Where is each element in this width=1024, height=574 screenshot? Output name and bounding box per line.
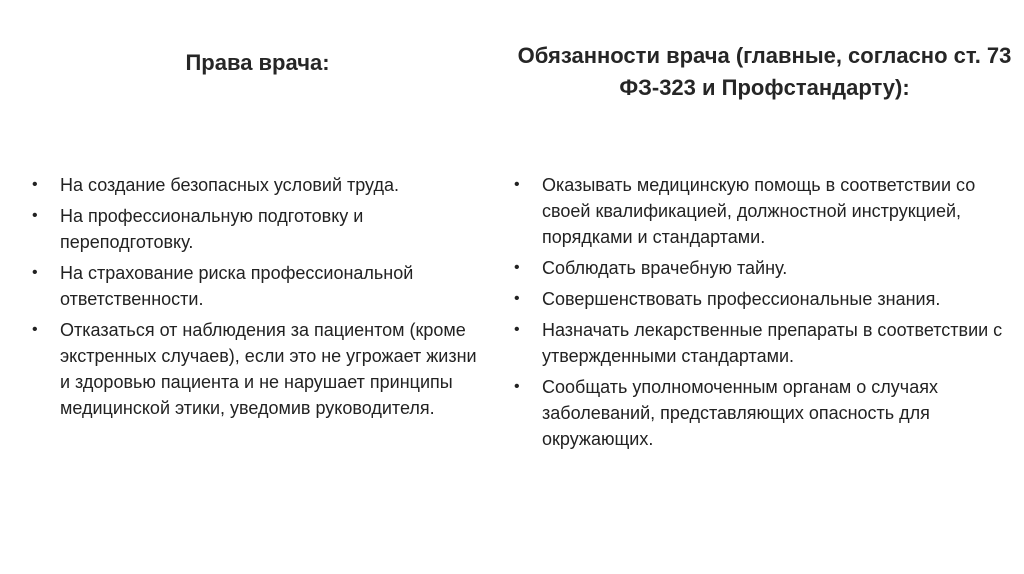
bullet-icon: • bbox=[514, 259, 520, 276]
duties-item bbox=[512, 286, 1017, 312]
rights-item-text: Отказаться от наблюдения за пациентом (кроме экстренных случаев), если это не угрожает жизни и здоровью пациента и не нарушает принципы медицинской этики, уведомив руководителя. bbox=[60, 320, 477, 418]
bullet-icon: • bbox=[32, 264, 38, 281]
duties-item-text: Совершенствовать профессиональные знания. bbox=[542, 289, 941, 309]
rights-item bbox=[30, 260, 485, 312]
rights-item-text: На профессиональную подготовку и переподготовку. bbox=[60, 206, 364, 252]
rights-item bbox=[30, 203, 485, 255]
bullet-icon: • bbox=[514, 290, 520, 307]
duties-heading: Обязанности врача (главные, согласно ст. 73 ФЗ-323 и Профстандарту): bbox=[517, 43, 1012, 100]
duties-list bbox=[512, 172, 1017, 457]
duties-item-text: Сообщать уполномоченным органам о случаях заболеваний, представляющих опасность для окружающих. bbox=[542, 377, 938, 449]
bullet-icon: • bbox=[514, 321, 520, 338]
duties-item-text: Оказывать медицинскую помощь в соответствии со своей квалификацией, должностной инструкцией, порядками и стандартами. bbox=[542, 175, 976, 247]
rights-heading: Права врача: bbox=[185, 50, 330, 75]
duties-item bbox=[512, 374, 1017, 452]
rights-item bbox=[30, 172, 485, 198]
bullet-icon: • bbox=[514, 176, 520, 193]
bullet-icon: • bbox=[32, 321, 38, 338]
rights-item-text: На создание безопасных условий труда. bbox=[60, 175, 399, 195]
duties-item-text: Соблюдать врачебную тайну. bbox=[542, 258, 788, 278]
rights-item-text: На страхование риска профессиональной ответственности. bbox=[60, 263, 414, 309]
bullet-icon: • bbox=[514, 378, 520, 395]
duties-item bbox=[512, 317, 1017, 369]
bullet-icon: • bbox=[32, 207, 38, 224]
rights-list bbox=[30, 172, 485, 426]
rights-item bbox=[30, 317, 485, 421]
bullet-icon: • bbox=[32, 176, 38, 193]
duties-item bbox=[512, 255, 1017, 281]
duties-item-text: Назначать лекарственные препараты в соответствии с утвержденными стандартами. bbox=[542, 320, 1003, 366]
duties-item bbox=[512, 172, 1017, 250]
